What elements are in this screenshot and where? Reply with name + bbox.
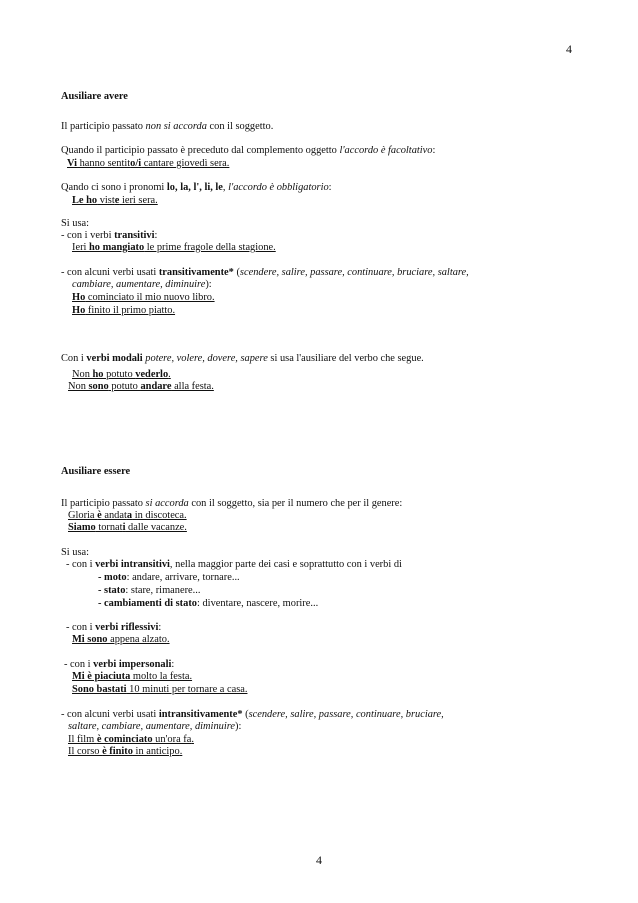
avere-example-3: Ieri ho mangiato le prime fragole della stagione.	[72, 242, 276, 253]
essere-example-5: Sono bastati 10 minuti per tornare a casa.	[72, 684, 248, 695]
avere-modali: Con i verbi modali potere, volere, dovere, sapere si usa l'ausiliare del verbo che segue.	[61, 353, 424, 364]
avere-transitivi: - con i verbi transitivi:	[61, 230, 158, 241]
essere-intransitivamente-cont: saltare, cambiare, aumentare, diminuire):	[68, 721, 242, 732]
essere-impersonali: - con i verbi impersonali:	[64, 659, 175, 670]
avere-example-5: Ho finito il primo piatto.	[72, 305, 176, 316]
essere-example-7: Il corso è finito in anticipo.	[68, 746, 183, 757]
heading-avere: Ausiliare avere	[61, 91, 128, 102]
avere-example-7: Non sono potuto andare alla festa.	[68, 381, 214, 392]
essere-cambiamenti: - cambiamenti di stato: diventare, nascere, morire...	[98, 598, 319, 609]
avere-si-usa: Si usa:	[61, 218, 90, 229]
avere-transitivamente-cont: cambiare, aumentare, diminuire):	[72, 279, 212, 290]
avere-paragraph-2: Quando il participio passato è preceduto dal complemento oggetto l'accordo è facoltativo:	[61, 145, 436, 156]
avere-example-4: Ho cominciato il mio nuovo libro.	[72, 292, 215, 303]
essere-moto: - moto: andare, arrivare, tornare...	[98, 572, 240, 583]
essere-intransitivamente: - con alcuni verbi usati intransitivamente* (scendere, salire, passare, continuare, bruciare,	[61, 709, 444, 720]
essere-example-3: Mi sono appena alzato.	[72, 634, 170, 645]
essere-example-4: Mi è piaciuta molto la festa.	[72, 671, 193, 682]
essere-si-usa: Si usa:	[61, 547, 90, 558]
avere-paragraph-3: Qando ci sono i pronomi lo, la, l', li, le, l'accordo è obbligatorio:	[61, 182, 332, 193]
avere-transitivamente: - con alcuni verbi usati transitivamente* (scendere, salire, passare, continuare, bruciare, saltare,	[61, 267, 469, 278]
essere-example-2: Siamo tornati dalle vacanze.	[68, 522, 187, 533]
avere-paragraph-1: Il participio passato non si accorda con il soggetto.	[61, 121, 274, 132]
essere-riflessivi: - con i verbi riflessivi:	[66, 622, 162, 633]
essere-example-6: Il film è cominciato un'ora fa.	[68, 734, 194, 745]
avere-example-1: Vi hanno sentito/i cantare giovedì sera.	[67, 158, 230, 169]
essere-example-1: Gloria è andata in discoteca.	[68, 510, 187, 521]
essere-intransitivi: - con i verbi intransitivi, nella maggior parte dei casi e soprattutto con i verbi di	[66, 559, 402, 570]
essere-stato: - stato: stare, rimanere...	[98, 585, 201, 596]
avere-example-2: Le ho viste ieri sera.	[72, 195, 158, 206]
avere-example-6: Non ho potuto vederlo.	[72, 369, 171, 380]
page-number-top: 4	[566, 42, 572, 56]
essere-paragraph-1: Il participio passato si accorda con il soggetto, sia per il numero che per il genere:	[61, 498, 403, 509]
heading-essere: Ausiliare essere	[61, 466, 131, 477]
page-number-bottom: 4	[316, 853, 322, 867]
